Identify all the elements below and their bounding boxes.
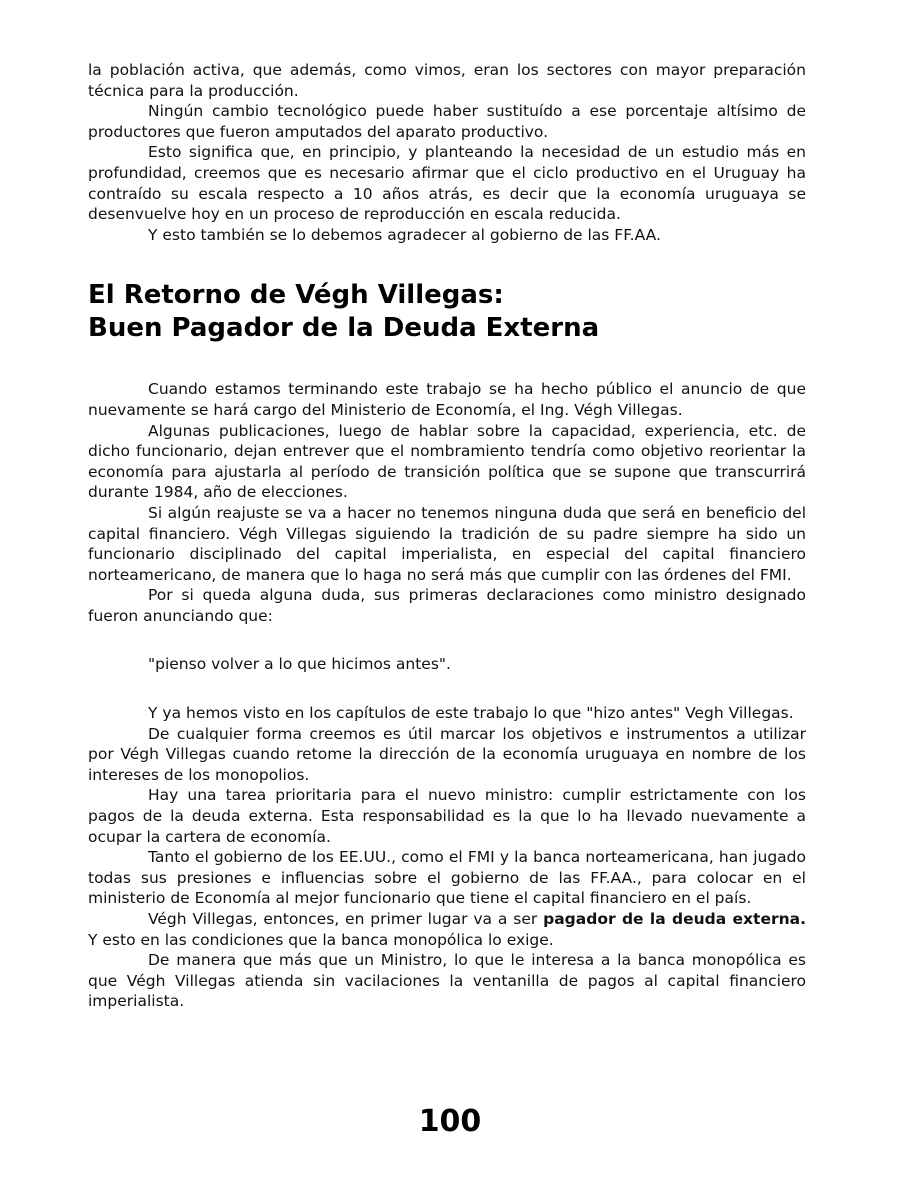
intro-paragraph-2: Ningún cambio tecnológico puede haber sustituído a ese porcentaje altísimo de productores que fueron amputados del aparato productivo.: [88, 102, 806, 141]
body-paragraph-1: Cuando estamos terminando este trabajo se ha hecho público el anuncio de que nuevamente se hará cargo del Ministerio de Economía, el Ing. Végh Villegas.: [88, 380, 806, 419]
page-content: [88, 60, 806, 1012]
body-paragraph-6: De cualquier forma creemos es útil marcar los objetivos e instrumentos a utilizar por Végh Villegas cuando retome la dirección de la economía uruguaya en nombre de los intereses de los monopolios.: [88, 724, 806, 784]
emphasis-text: pagador de la deuda externa.: [543, 910, 806, 928]
body-paragraph-7: Hay una tarea prioritaria para el nuevo ministro: cumplir estrictamente con los pagos de la deuda externa. Esta responsabilidad es la que lo ha llevado nuevamente a ocupar la cartera de economía.: [88, 786, 806, 846]
body-paragraph-2: Algunas publicaciones, luego de hablar sobre la capacidad, experiencia, etc. de dicho funcionario, dejan entrever que el nombramiento tendría como objetivo reorientar la economía para ajustarla al período de transición política que se supone que transcurrirá durante 1984, año de elecciones.: [88, 421, 806, 502]
intro-paragraph-3: Esto significa que, en principio, y planteando la necesidad de un estudio más en profundidad, creemos que es necesario afirmar que el ciclo productivo en el Uruguay ha contraído su escala respecto a 10 años atrás, es decir que la economía uruguaya se desenvuelve hoy en un proceso de reproducción en escala reducida.: [88, 143, 806, 224]
intro-paragraph-1: la población activa, que además, como vimos, eran los sectores con mayor preparación técnica para la producción.: [88, 61, 806, 100]
page-number: 100: [418, 1104, 482, 1139]
body-paragraph-3: Si algún reajuste se va a hacer no tenemos ninguna duda que será en beneficio del capital financiero. Végh Villegas siguiendo la tradición de su padre siempre ha sido un funcionario disciplinado del capital imperialista, en especial del capital financiero norteamericano, de manera que lo haga no será más que cumplir con las órdenes del FMI.: [88, 503, 806, 584]
body-paragraph-5: Y ya hemos visto en los capítulos de este trabajo lo que "hizo antes" Vegh Villegas.: [148, 704, 794, 723]
quote: "pienso volver a lo que hicimos antes".: [148, 655, 451, 674]
section-heading-line-1: El Retorno de Végh Villegas:: [88, 280, 504, 311]
section-heading: [88, 279, 806, 345]
body-paragraph-8: Tanto el gobierno de los EE.UU., como el FMI y la banca norteamericana, han jugado todas sus presiones e influencias sobre el gobierno de las FF.AA., para colocar en el ministerio de Economía al mejor funcionario que tiene el capital financiero en el país.: [88, 848, 806, 908]
body-paragraph-9-end: Y esto en las condiciones que la banca monopólica lo exige.: [88, 930, 554, 949]
intro-paragraph-4: Y esto también se lo debemos agradecer al gobierno de las FF.AA.: [148, 225, 661, 244]
section-heading-line-2: Buen Pagador de la Deuda Externa: [88, 313, 600, 344]
body-paragraph-9-start: Végh Villegas, entonces, en primer lugar va a ser: [148, 910, 544, 928]
body-paragraph-9: [88, 909, 806, 950]
body-paragraph-4: Por si queda alguna duda, sus primeras declaraciones como ministro designado fueron anunciando que:: [88, 586, 806, 625]
body-paragraph-10: De manera que más que un Ministro, lo que le interesa a la banca monopólica es que Végh Villegas atienda sin vacilaciones la ventanilla de pagos al capital financiero imperialista.: [88, 951, 806, 1011]
